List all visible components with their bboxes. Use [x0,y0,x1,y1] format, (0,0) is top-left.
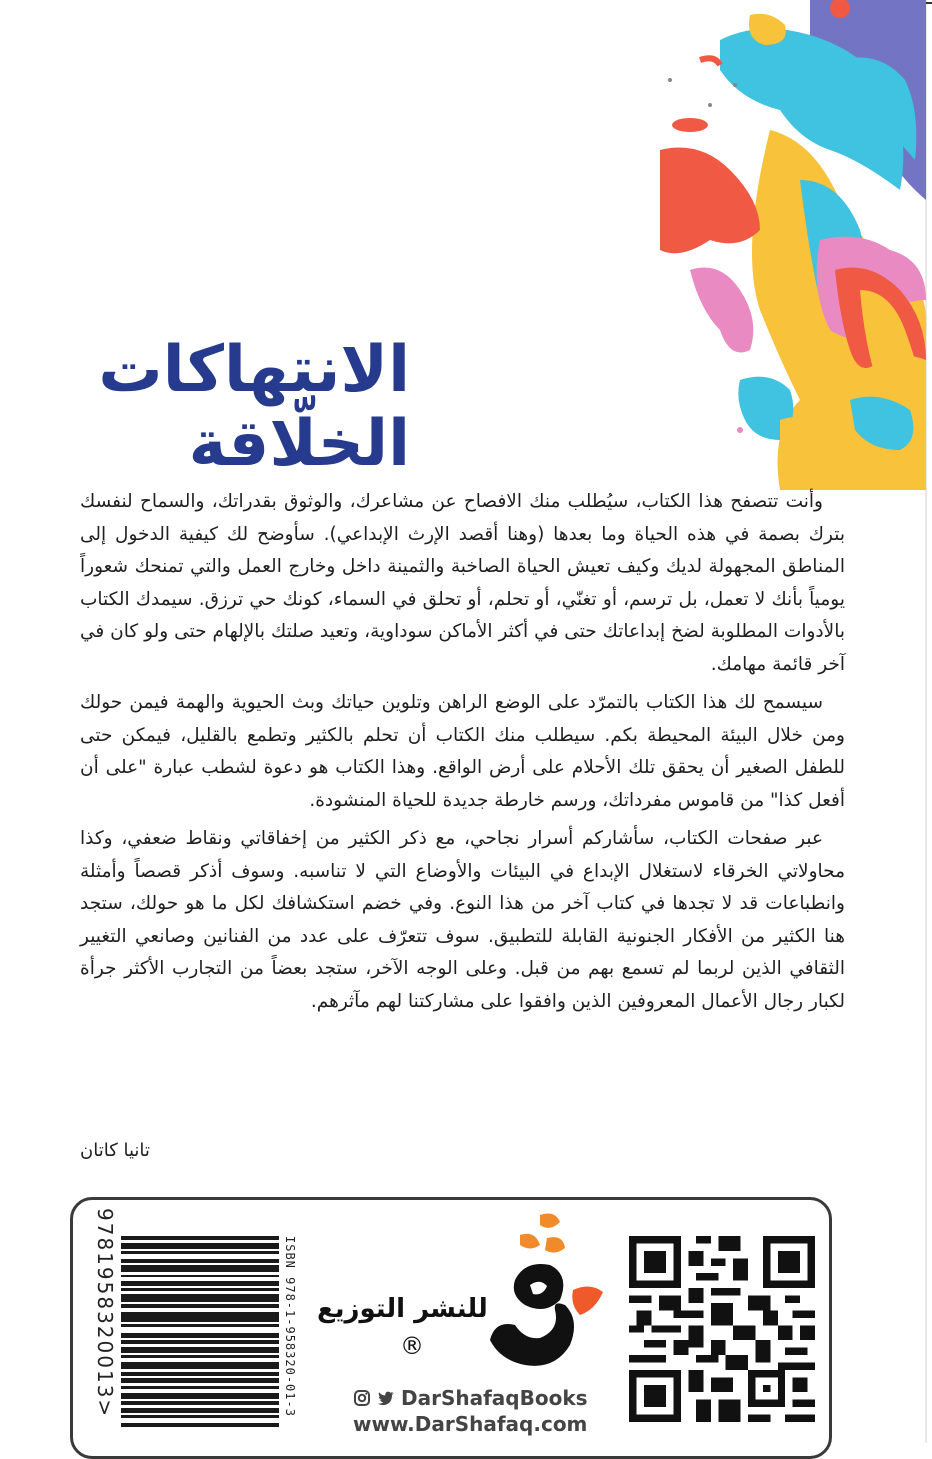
isbn-label: ISBN 978-1-958320-01-3 [283,1236,297,1417]
author-name: تانيا كاتان [80,1140,150,1161]
blurb-paragraph: سيسمح لك هذا الكتاب بالتمرّد على الوضع الراهن وتلوين حياتك وبث الحيوية والهمة فيمن حولك ومن خلال البيئة المحيطة بكم. سيطلب منك الكتاب أن تحلم بالكثير وتطمع بالقليل، فيمكن حتى للطفل الصغير أن يحقق تلك الأحلام على أرض الواقع. وهذا الكتاب هو دعوة لشطب عبارة "على أن أفعل كذا" من قاموس مفرداتك، ورسم خارطة جديدة للحياة المنشودة. [80,692,845,811]
registered-symbol: ® [400,1332,424,1360]
book-title [50,333,410,481]
instagram-icon [353,1389,371,1407]
barcode-digits: 9781958320013> [93,1208,117,1419]
title-line-1: الانتهاكات [98,333,410,407]
publisher-website[interactable]: www.DarShafaq.com [353,1412,588,1436]
publisher-info-box [70,1197,832,1459]
isbn-barcode [93,1208,297,1448]
shafaq-logo-mark [485,1210,605,1380]
paint-splash-illustration [660,0,926,490]
blurb-paragraph: عبر صفحات الكتاب، سأشاركم أسرار نجاحي، مع ذكر الكثير من إخفاقاتي ونقاط ضعفي، وكذا محاولاتي الخرقاء لاستغلال الإبداع في البيئات والأوضاع التي لا تناسبه. وسوف أذكر قصصاً وأمثلة وانطباعات قد لا تجدها في كتاب آخر من هذا النوع. وفي خضم استكشافك لكل ما هو حولك، ستجد هنا الكثير من الأفكار الجنونية القابلة للتطبيق. سوف تتعرّف على عدد من الفنانين وصانعي التغيير الثقافي الذين لربما لم تسمع بهم من قبل. وعلى الوجه الآخر، ستجد بعضاً من التجارب الأكثر جرأة لكبار رجال الأعمال المعروفين الذين وافقوا على مشاركتنا لهم مآثرهم. [80,828,845,1012]
publisher-logo [305,1210,605,1450]
book-blurb [80,486,845,1018]
social-handle-row [353,1386,588,1410]
publisher-arabic-name: للنشر التوزيع [317,1294,488,1324]
blurb-paragraph: وأنت تتصفح هذا الكتاب، سيُطلب منك الافصاح عن مشاعرك، والوثوق بقدراتك، والسماح لنفسك بترك بصمة في هذه الحياة وما بعدها (وهنا أقصد الإرث الإبداعي). سأوضح لك كيفية الدخول إلى المناطق المجهولة لديك وكيف تعيش الحياة الصاخبة والثمينة داخل وخارج العمل والتي تمنحك شعوراً يومياً بأنك لا تعمل، بل ترسم، أو تغنّي، أو تحلم، أو تحلق في السماء، كونك حي ترزق. سيمدك الكتاب بالأدوات المطلوبة لضخ إبداعاتك حتى في أكثر الأماكن سوداوية، وتعيد صلتك بالإلهام حتى ولو كان في آخر قائمة مهامك. [80,491,845,675]
twitter-icon [377,1389,395,1407]
qr-code[interactable] [629,1236,815,1422]
title-line-2: الخلّاقة [188,407,410,481]
barcode-bars [121,1236,279,1441]
social-handle[interactable]: DarShafaqBooks [401,1386,588,1410]
